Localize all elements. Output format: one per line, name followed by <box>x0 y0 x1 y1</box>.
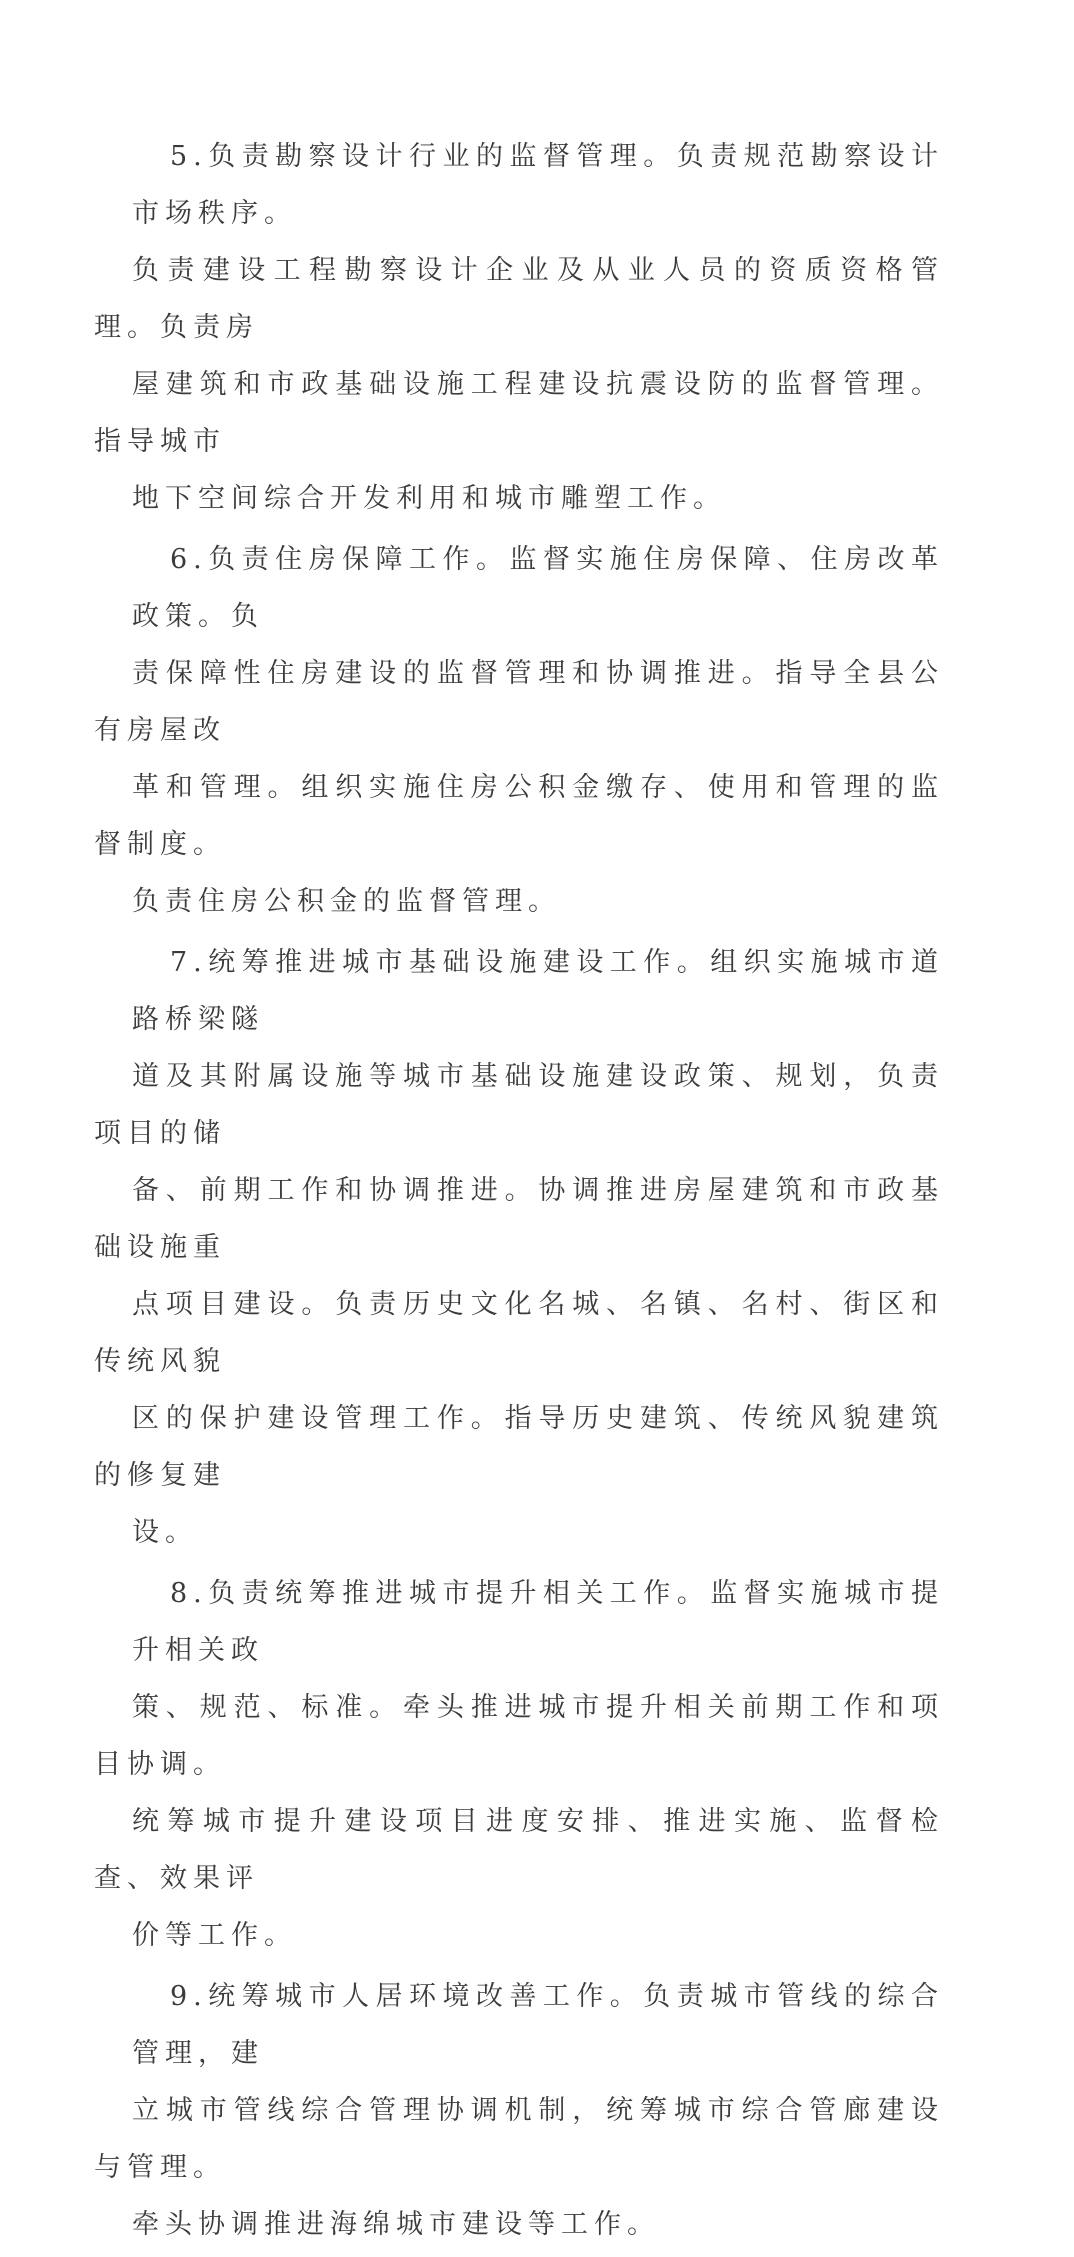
paragraph-line: 7.统筹推进城市基础设施建设工作。组织实施城市道路桥梁隧 <box>132 947 944 1035</box>
paragraph-line: 立城市管线综合管理协调机制，统筹城市综合管廊建设与管理。 <box>94 2095 944 2183</box>
paragraph-7 <box>94 934 944 1561</box>
paragraph-line: 责保障性住房建设的监督管理和协调推进。指导全县公有房屋改 <box>94 658 944 746</box>
paragraph-line: 革和管理。组织实施住房公积金缴存、使用和管理的监督制度。 <box>94 772 944 860</box>
paragraph-line: 道及其附属设施等城市基础设施建设政策、规划，负责项目的储 <box>94 1061 944 1149</box>
paragraph-line: 5.负责勘察设计行业的监督管理。负责规范勘察设计市场秩序。 <box>132 141 944 229</box>
paragraph-line: 6.负责住房保障工作。监督实施住房保障、住房改革政策。负 <box>132 544 944 632</box>
paragraph-line: 设。 <box>132 1517 198 1548</box>
paragraph-line: 点项目建设。负责历史文化名城、名镇、名村、街区和传统风貌 <box>94 1289 944 1377</box>
paragraph-line: 负责住房公积金的监督管理。 <box>132 886 561 917</box>
paragraph-line: 屋建筑和市政基础设施工程建设抗震设防的监督管理。指导城市 <box>94 369 944 457</box>
paragraph-line: 地下空间综合开发利用和城市雕塑工作。 <box>132 483 726 514</box>
paragraph-8 <box>94 1565 944 1964</box>
paragraph-line: 牵头协调推进海绵城市建设等工作。 <box>132 2209 660 2240</box>
paragraph-line: 9.统筹城市人居环境改善工作。负责城市管线的综合管理，建 <box>132 1981 944 2069</box>
paragraph-6 <box>94 531 944 930</box>
paragraph-5 <box>94 128 944 527</box>
paragraph-line: 负责建设工程勘察设计企业及从业人员的资质资格管理。负责房 <box>94 255 944 343</box>
paragraph-line: 8.负责统筹推进城市提升相关工作。监督实施城市提升相关政 <box>132 1578 944 1666</box>
document-body <box>94 128 944 2257</box>
paragraph-line: 价等工作。 <box>132 1920 297 1951</box>
paragraph-line: 区的保护建设管理工作。指导历史建筑、传统风貌建筑的修复建 <box>94 1403 944 1491</box>
paragraph-line: 备、前期工作和协调推进。协调推进房屋建筑和市政基础设施重 <box>94 1175 944 1263</box>
paragraph-9 <box>94 1968 944 2253</box>
paragraph-line: 策、规范、标准。牵头推进城市提升相关前期工作和项目协调。 <box>94 1692 944 1780</box>
paragraph-line: 统筹城市提升建设项目进度安排、推进实施、监督检查、效果评 <box>94 1806 944 1894</box>
